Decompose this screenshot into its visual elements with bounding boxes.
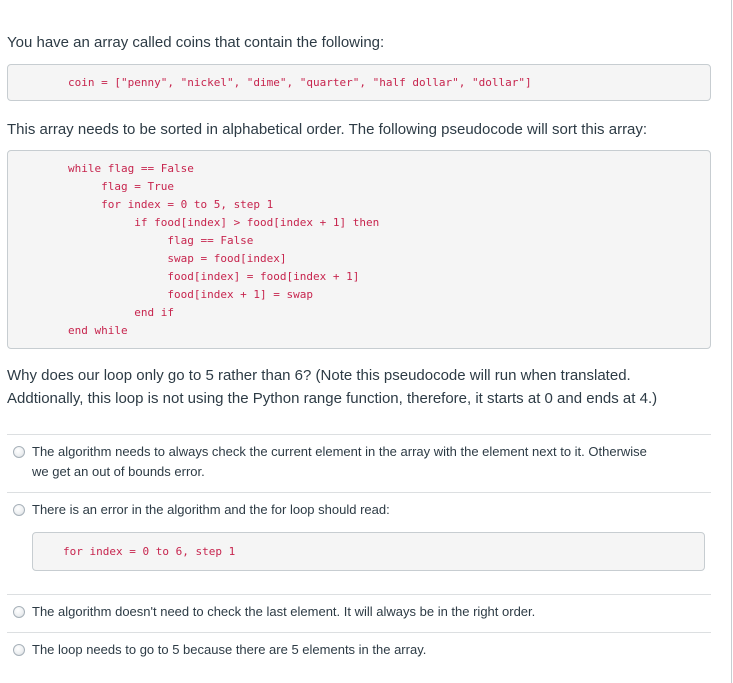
pseudocode-line: end if (68, 306, 174, 319)
question-why-line-2: Addtionally, this loop is not using the Python range function, therefore, it starts at 0 and ends at 4.) (7, 390, 658, 407)
pseudocode-line: flag == False (68, 234, 254, 247)
option-4-text: The loop needs to go to 5 because there are 5 elements in the array. (32, 642, 427, 657)
pseudocode-line: swap = food[index] (68, 252, 287, 265)
option-divider (7, 434, 711, 435)
pseudocode-line: if food[index] > food[index + 1] then (68, 216, 380, 229)
option-3-text: The algorithm doesn't need to check the last element. It will always be in the right order. (32, 604, 536, 619)
option-3-radio[interactable] (13, 606, 25, 618)
sort-description: This array needs to be sorted in alphabetical order. The following pseudocode will sort this array: (7, 121, 648, 138)
pseudocode-line: while flag == False (68, 162, 194, 175)
option-divider (7, 492, 711, 493)
pseudocode-line: food[index] = food[index + 1] (68, 270, 360, 283)
option-2-radio[interactable] (13, 504, 25, 516)
option-4-radio[interactable] (13, 644, 25, 656)
option-2-code: for index = 0 to 6, step 1 (63, 545, 236, 558)
option-1-line-2: we get an out of bounds error. (32, 464, 205, 479)
pseudocode-line: flag = True (68, 180, 174, 193)
pseudocode-line: for index = 0 to 5, step 1 (68, 198, 274, 211)
option-divider (7, 594, 711, 595)
array-code: coin = ["penny", "nickel", "dime", "quarter", "half dollar", "dollar"] (68, 76, 532, 89)
option-2-text: There is an error in the algorithm and the for loop should read: (32, 502, 390, 517)
option-divider (7, 632, 711, 633)
option-1-line-1: The algorithm needs to always check the current element in the array with the element next to it. Otherwise (32, 444, 647, 459)
pseudocode (68, 160, 379, 340)
array-code-block (7, 64, 711, 101)
pseudocode-block (7, 150, 711, 349)
question-why-line-1: Why does our loop only go to 5 rather than 6? (Note this pseudocode will run when translated. (7, 367, 631, 384)
question-intro: You have an array called coins that contain the following: (7, 34, 385, 51)
pseudocode-line: food[index + 1] = swap (68, 288, 314, 301)
pseudocode-line: end while (68, 324, 128, 337)
option-1-radio[interactable] (13, 446, 25, 458)
option-2-code-block (32, 532, 705, 571)
